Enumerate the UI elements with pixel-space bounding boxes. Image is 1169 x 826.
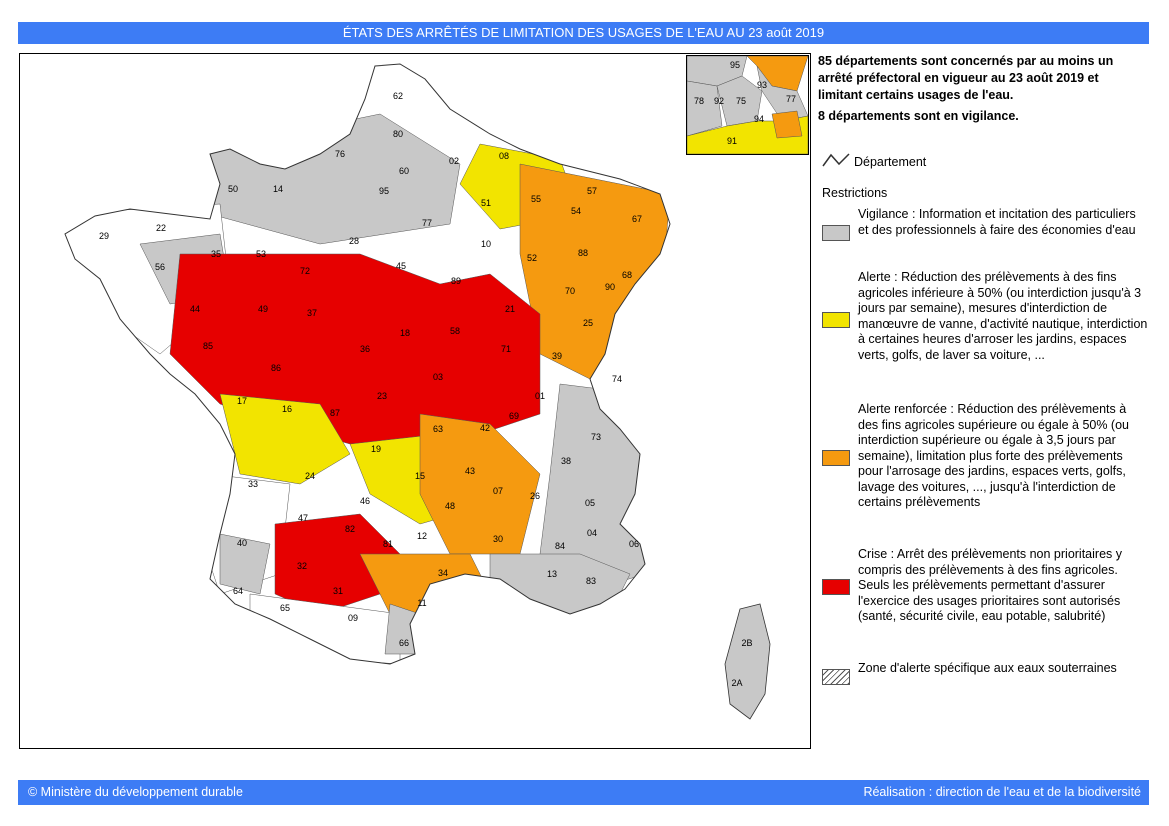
department-label-01: 01: [534, 391, 546, 401]
department-label-89: 89: [450, 276, 462, 286]
department-label-57: 57: [586, 186, 598, 196]
department-label-83: 83: [585, 576, 597, 586]
department-label-84: 84: [554, 541, 566, 551]
department-label-26: 26: [529, 491, 541, 501]
department-label-71: 71: [500, 344, 512, 354]
department-label-85: 85: [202, 341, 214, 351]
legend-restrictions-heading: Restrictions: [822, 186, 888, 200]
department-label-70: 70: [564, 286, 576, 296]
france-map: [20, 54, 810, 748]
department-label-90: 90: [604, 282, 616, 292]
summary-vigilance-departments: 8 départements sont en vigilance.: [818, 109, 1019, 123]
department-label-2A: 2A: [731, 678, 743, 688]
department-label-47: 47: [297, 513, 309, 523]
department-label-08: 08: [498, 151, 510, 161]
department-label-63: 63: [432, 424, 444, 434]
department-label-72: 72: [299, 266, 311, 276]
department-label-18: 18: [399, 328, 411, 338]
department-label-45: 45: [395, 261, 407, 271]
legend-crise-text: Crise : Arrêt des prélèvements non prioritaires y compris des prélèvements à des fins agricoles. Seuls les prélèvements permettant d'assurer l'exercice des usages prioritaires sont autorisés (santé, sécurité civile, eau potable, salubrité): [858, 547, 1122, 623]
department-label-06: 06: [628, 539, 640, 549]
department-label-49: 49: [257, 304, 269, 314]
department-label-53: 53: [255, 249, 267, 259]
legend-vigilance-text: Vigilance : Information et incitation des particuliers et des professionnels à faire des économies d'eau: [858, 207, 1136, 237]
department-label-40: 40: [236, 538, 248, 548]
department-label-28: 28: [348, 236, 360, 246]
summary-concerned-departments: 85 départements sont concernés par au moins un arrêté préfectoral en vigueur au 23 août 2019 et limitant certains usages de l'eau.: [818, 54, 1114, 102]
department-label-48: 48: [444, 501, 456, 511]
department-label-34: 34: [437, 568, 449, 578]
department-label-64: 64: [232, 586, 244, 596]
department-label-38: 38: [560, 456, 572, 466]
department-label-76: 76: [334, 149, 346, 159]
inset-department-label-75: 75: [735, 96, 747, 106]
department-label-39: 39: [551, 351, 563, 361]
department-label-14: 14: [272, 184, 284, 194]
department-label-52: 52: [526, 253, 538, 263]
department-label-73: 73: [590, 432, 602, 442]
department-label-62: 62: [392, 91, 404, 101]
crise-swatch: [822, 579, 850, 595]
department-label-17: 17: [236, 396, 248, 406]
department-label-16: 16: [281, 404, 293, 414]
footer-bar: [18, 780, 1149, 805]
legend-zone-text: Zone d'alerte spécifique aux eaux souterraines: [858, 661, 1117, 675]
zone-hatch-swatch: [822, 669, 850, 685]
inset-department-label-95: 95: [729, 60, 741, 70]
department-label-21: 21: [504, 304, 516, 314]
department-label-24: 24: [304, 471, 316, 481]
department-label-69: 69: [508, 411, 520, 421]
vigilance-swatch: [822, 225, 850, 241]
department-label-77: 77: [421, 218, 433, 228]
inset-department-label-94: 94: [753, 114, 765, 124]
department-label-15: 15: [414, 471, 426, 481]
department-label-10: 10: [480, 239, 492, 249]
department-label-50: 50: [227, 184, 239, 194]
department-label-2B: 2B: [741, 638, 753, 648]
department-label-29: 29: [98, 231, 110, 241]
paris-inset-map: [686, 55, 809, 155]
legend-alerte-text: Alerte : Réduction des prélèvements à des fins agricoles inférieure à 50% (ou interdiction jusqu'à 3 jours par semaine), mesures d'interdiction de manœuvre de vanne, d'activité nautique, interdiction à certaines heures d'arroser les jardins, espaces verts, golfs, de laver sa voiture, ...: [858, 270, 1148, 362]
department-label-58: 58: [449, 326, 461, 336]
department-label-11: 11: [417, 598, 427, 608]
legend-department-label: Département: [854, 155, 927, 169]
department-label-46: 46: [359, 496, 371, 506]
department-label-68: 68: [621, 270, 633, 280]
department-label-23: 23: [376, 391, 388, 401]
department-label-22: 22: [155, 223, 167, 233]
department-label-66: 66: [398, 638, 410, 648]
inset-department-label-78: 78: [693, 96, 705, 106]
inset-department-label-91: 91: [726, 136, 738, 146]
department-label-13: 13: [546, 569, 558, 579]
department-label-31: 31: [332, 586, 344, 596]
footer-copyright: © Ministère du développement durable: [28, 785, 243, 799]
alerte-renforcee-swatch: [822, 450, 850, 466]
department-label-02: 02: [448, 156, 460, 166]
department-label-56: 56: [154, 262, 166, 272]
footer-credit: Réalisation : direction de l'eau et de la biodiversité: [863, 785, 1141, 799]
department-label-67: 67: [631, 214, 643, 224]
legend-department: [822, 153, 926, 172]
department-label-82: 82: [344, 524, 356, 534]
main-map: [19, 53, 811, 749]
department-label-60: 60: [398, 166, 410, 176]
department-label-81: 81: [382, 539, 394, 549]
department-label-87: 87: [329, 408, 341, 418]
inset-department-label-92: 92: [713, 96, 725, 106]
department-label-86: 86: [270, 363, 282, 373]
department-label-54: 54: [570, 206, 582, 216]
department-label-51: 51: [480, 198, 492, 208]
inset-department-label-93: 93: [756, 80, 768, 90]
legend-alerte-renforcee-text: Alerte renforcée : Réduction des prélèvements à des fins agricoles supérieure ou égale à 50% (ou interdiction supérieure ou égale à 3,5 jours par semaine), limitation plus forte des prélèvements pour l'arrosage des jardins, espaces verts, golfs, lavage des voitures, ..., jusqu'à l'interdiction de certains prélèvements: [858, 402, 1130, 509]
department-label-80: 80: [392, 129, 404, 139]
department-label-42: 42: [479, 423, 491, 433]
department-label-09: 09: [347, 613, 359, 623]
department-label-19: 19: [370, 444, 382, 454]
department-label-03: 03: [432, 372, 444, 382]
department-label-12: 12: [416, 531, 428, 541]
department-label-43: 43: [464, 466, 476, 476]
department-label-37: 37: [306, 308, 318, 318]
department-label-05: 05: [584, 498, 596, 508]
department-label-35: 35: [210, 249, 222, 259]
department-label-44: 44: [189, 304, 201, 314]
department-label-74: 74: [611, 374, 623, 384]
map-title: ÉTATS DES ARRÊTÉS DE LIMITATION DES USAGES DE L'EAU AU 23 août 2019: [18, 22, 1149, 44]
department-label-33: 33: [247, 479, 259, 489]
department-label-32: 32: [296, 561, 308, 571]
department-label-30: 30: [492, 534, 504, 544]
department-label-65: 65: [279, 603, 291, 613]
department-label-95: 95: [378, 186, 390, 196]
department-label-25: 25: [582, 318, 594, 328]
inset-department-label-77: 77: [785, 94, 797, 104]
department-label-04: 04: [586, 528, 598, 538]
department-label-36: 36: [359, 344, 371, 354]
department-label-88: 88: [577, 248, 589, 258]
department-border-icon: [822, 153, 854, 172]
department-label-55: 55: [530, 194, 542, 204]
department-label-07: 07: [492, 486, 504, 496]
alerte-swatch: [822, 312, 850, 328]
